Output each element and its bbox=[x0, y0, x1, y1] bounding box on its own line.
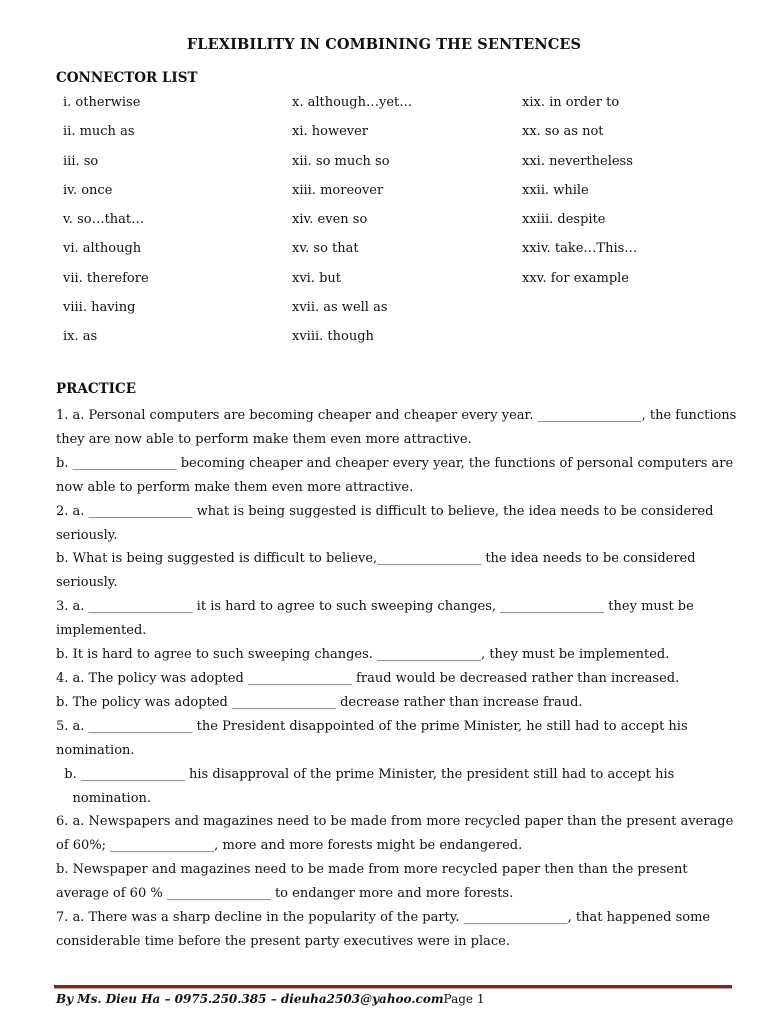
practice-line: average of 60 % ________________ to endanger more and more forests. bbox=[56, 886, 514, 902]
practice-line: 2. a. ________________ what is being suggested is difficult to believe, the idea needs to be considered bbox=[56, 503, 714, 519]
connector-item: xxii. while bbox=[522, 182, 589, 198]
practice-line: 7. a. There was a sharp decline in the popularity of the party. ________________, that happened some bbox=[56, 910, 711, 926]
connector-item: xii. so much so bbox=[292, 153, 390, 169]
practice-line: seriously. bbox=[56, 575, 118, 591]
connector-item: xv. so that bbox=[292, 241, 359, 257]
practice-line: 3. a. ________________ it is hard to agree to such sweeping changes, ________________ they must be bbox=[56, 599, 694, 615]
page-title: FLEXIBILITY IN COMBINING THE SENTENCES bbox=[186, 36, 582, 53]
connector-item: xxi. nevertheless bbox=[522, 153, 633, 169]
connector-item: ii. much as bbox=[63, 124, 135, 140]
practice-line: nomination. bbox=[56, 742, 135, 758]
footer-author: By Ms. Dieu Ha – 0975.250.385 – dieuha2503@yahoo.com bbox=[56, 992, 444, 1006]
connector-item: xviii. though bbox=[292, 329, 374, 345]
connector-item: xx. so as not bbox=[522, 124, 604, 140]
connector-item: xvi. but bbox=[292, 270, 342, 286]
practice-line: 4. a. The policy was adopted ________________ fraud would be decreased rather than increased. bbox=[56, 670, 680, 686]
connector-item: iv. once bbox=[63, 182, 113, 198]
connector-item: xxiv. take…This… bbox=[522, 241, 638, 257]
connector-item: xiii. moreover bbox=[292, 182, 384, 198]
practice-body bbox=[56, 404, 736, 954]
page-number: Page 1 bbox=[443, 992, 485, 1006]
connector-column-3 bbox=[522, 94, 637, 299]
connector-column-2 bbox=[292, 94, 412, 358]
connector-item: v. so…that… bbox=[63, 212, 145, 228]
practice-line: now able to perform make them even more attractive. bbox=[56, 479, 414, 495]
connector-list-heading: CONNECTOR LIST bbox=[56, 70, 198, 86]
connector-item: xxiii. despite bbox=[522, 212, 606, 228]
connector-item: viii. having bbox=[63, 300, 136, 316]
page-footer bbox=[56, 992, 484, 1006]
practice-line: b. The policy was adopted ________________ decrease rather than increase fraud. bbox=[56, 694, 583, 710]
practice-line: b. What is being suggested is difficult to believe,________________ the idea needs to be considered bbox=[56, 551, 696, 567]
connector-item: xi. however bbox=[292, 124, 369, 140]
practice-line: 6. a. Newspapers and magazines need to be made from more recycled paper than the present average bbox=[56, 814, 734, 830]
connector-column-1 bbox=[63, 94, 149, 358]
connector-item: xiv. even so bbox=[292, 212, 368, 228]
practice-line: nomination. bbox=[56, 790, 152, 806]
connector-item: ix. as bbox=[63, 329, 98, 345]
practice-line: 5. a. ________________ the President disappointed of the prime Minister, he still had to accept his bbox=[56, 718, 688, 734]
practice-line: of 60%; ________________, more and more forests might be endangered. bbox=[56, 838, 523, 854]
connector-item: vii. therefore bbox=[63, 270, 149, 286]
practice-line: 1. a. Personal computers are becoming cheaper and cheaper every year. ________________, the functions bbox=[56, 408, 737, 423]
footer-rule bbox=[54, 985, 732, 989]
practice-line: b. Newspaper and magazines need to be made from more recycled paper then than the present bbox=[56, 862, 688, 878]
connector-item: xix. in order to bbox=[522, 95, 620, 110]
practice-line: b. It is hard to agree to such sweeping changes. ________________, they must be implemented. bbox=[56, 647, 670, 663]
connector-item: xvii. as well as bbox=[292, 300, 388, 316]
connector-item: i. otherwise bbox=[63, 95, 141, 110]
practice-line: they are now able to perform make them even more attractive. bbox=[56, 431, 472, 447]
practice-line: b. ________________ becoming cheaper and cheaper every year, the functions of personal computers are bbox=[56, 455, 734, 471]
practice-line: implemented. bbox=[56, 623, 147, 639]
practice-line: b. ________________ his disapproval of the prime Minister, the president still had to accept his bbox=[56, 766, 675, 782]
connector-item: x. although…yet… bbox=[292, 95, 413, 110]
connector-item: xxv. for example bbox=[522, 270, 629, 286]
practice-heading: PRACTICE bbox=[56, 381, 136, 397]
connector-item: iii. so bbox=[63, 153, 99, 169]
practice-line: considerable time before the present party executives were in place. bbox=[56, 933, 511, 949]
connector-item: vi. although bbox=[63, 241, 142, 257]
practice-line: seriously. bbox=[56, 527, 118, 543]
